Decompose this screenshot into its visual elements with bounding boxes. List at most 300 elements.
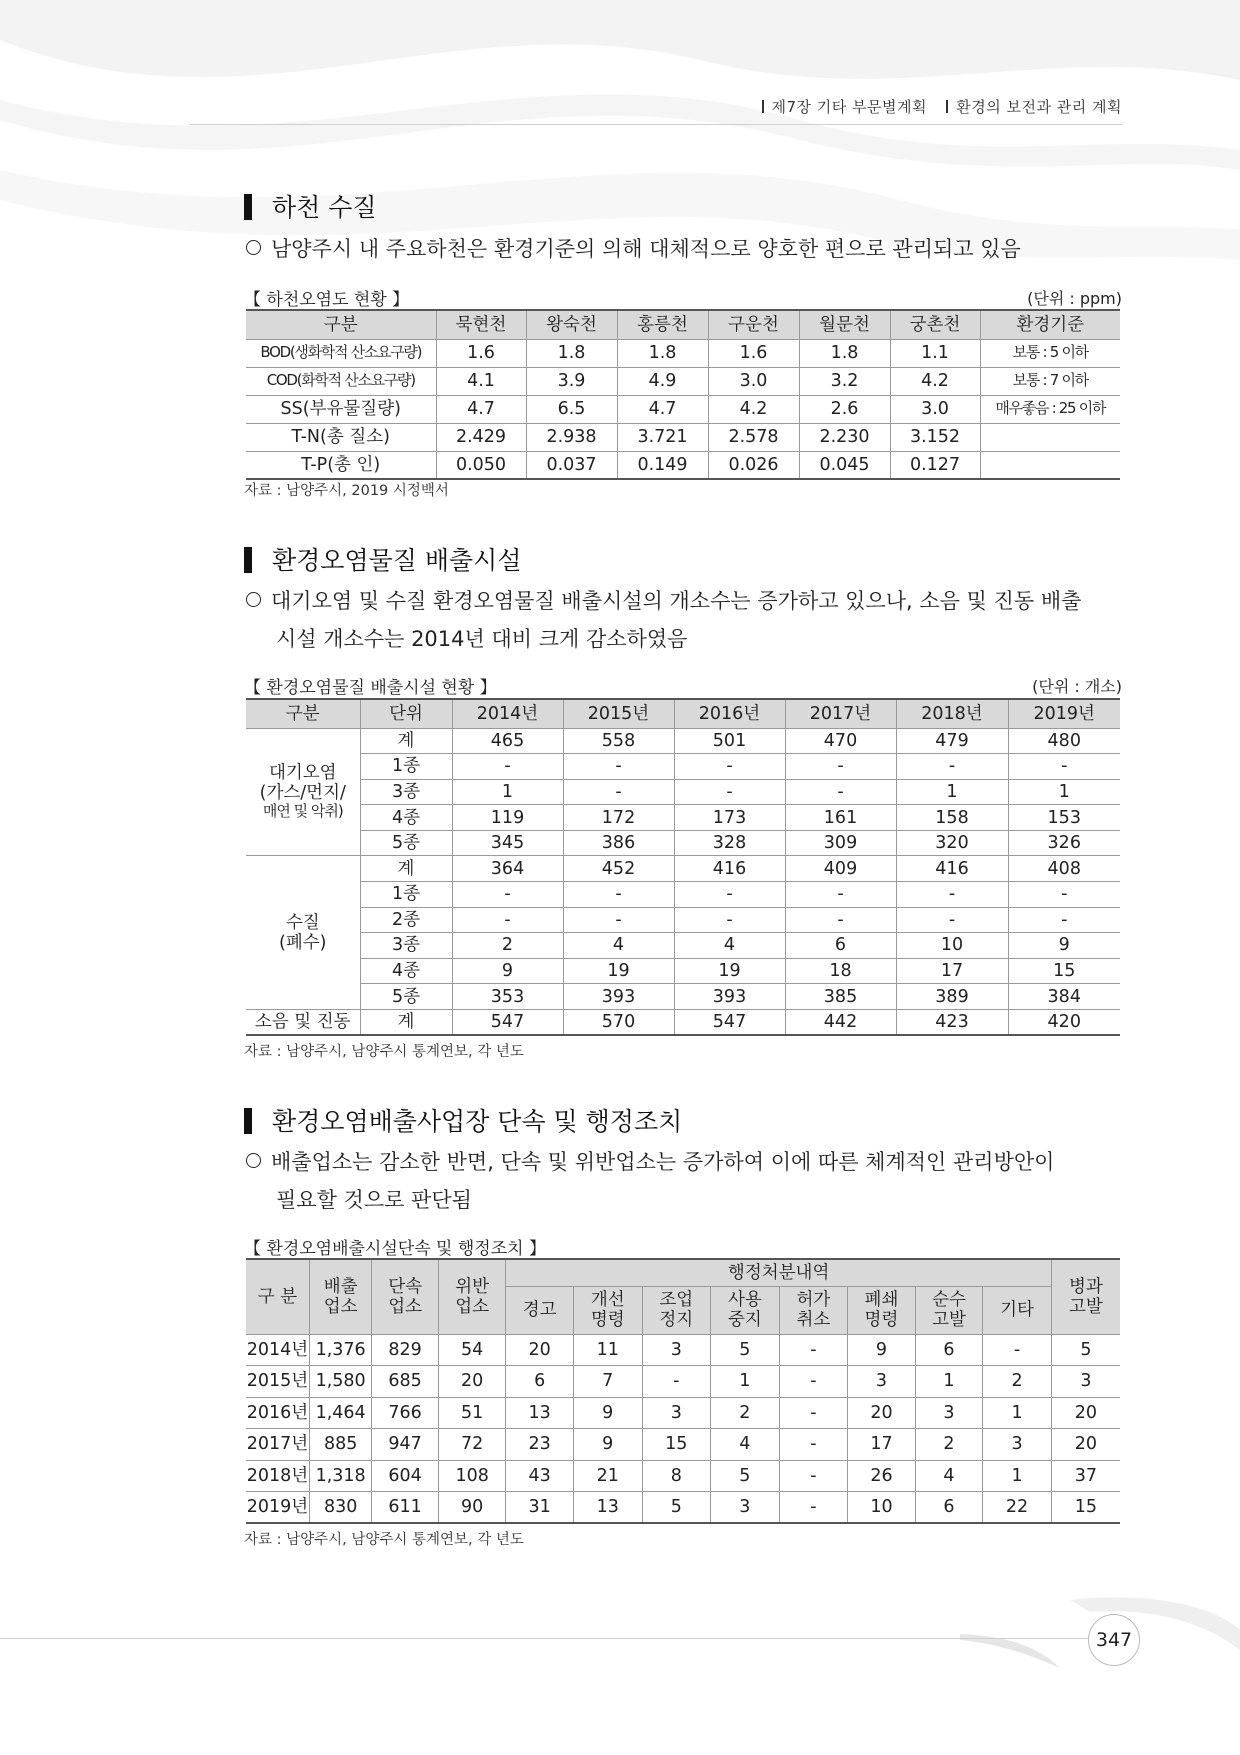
page-number: 347: [1088, 1614, 1140, 1666]
header-line: 명령: [864, 1310, 899, 1330]
cell: 1,464: [309, 1397, 371, 1429]
header-cell: 2018년: [896, 699, 1008, 728]
header-cell: [438, 1259, 506, 1334]
header-cell: [573, 1286, 642, 1334]
group-label-line: (가스/먼지/: [259, 783, 346, 804]
cell: 31: [506, 1492, 574, 1524]
cell: 1: [983, 1397, 1052, 1429]
header-line: 병과: [1069, 1276, 1103, 1297]
header-cell: 2017년: [785, 699, 896, 728]
cell: 0.149: [617, 451, 708, 479]
paragraph-text: 대기오염 및 수질 환경오염물질 배출시설의 개소수는 증가하고 있으나, 소음 및 진동 배출: [271, 589, 1082, 613]
cell: 4.7: [436, 395, 526, 423]
cell: -: [452, 882, 563, 908]
header-section: 환경의 보전과 관리 계획: [956, 98, 1122, 116]
table-row: [246, 1460, 1120, 1492]
header-cell: [372, 1259, 439, 1334]
table-row: [246, 754, 1120, 780]
bullet-circle-icon: [246, 240, 261, 255]
cell: 570: [563, 1010, 674, 1036]
cell: 161: [785, 805, 896, 831]
cell: 547: [452, 1010, 563, 1036]
section-marker: [244, 194, 252, 220]
header-cell: 기타: [983, 1286, 1052, 1334]
cell: 13: [573, 1492, 642, 1524]
unit-cell: 5종: [360, 984, 452, 1010]
unit-cell: 계: [360, 728, 452, 754]
cell: 119: [452, 805, 563, 831]
header-line: 폐쇄: [864, 1289, 899, 1310]
table-row: [246, 856, 1120, 882]
cell: 2: [983, 1366, 1052, 1398]
cell: 9: [573, 1429, 642, 1461]
cell: -: [1008, 754, 1120, 780]
row-label: T-N(총 질소): [246, 423, 436, 451]
cell: 452: [563, 856, 674, 882]
cell: 3: [1051, 1366, 1120, 1398]
footer-rule: [0, 1638, 1095, 1639]
standard-cell: 보통 : 5 이하: [980, 339, 1120, 367]
cell: 5: [711, 1334, 780, 1366]
cell: 4.7: [617, 395, 708, 423]
cell: 20: [506, 1334, 574, 1366]
cell: 1,318: [309, 1460, 371, 1492]
header-cell: [711, 1286, 780, 1334]
unit-cell: 1종: [360, 754, 452, 780]
cell: -: [785, 882, 896, 908]
group-label-line: 매연 및 악취): [262, 802, 343, 821]
cell: 0.037: [526, 451, 617, 479]
cell: 172: [563, 805, 674, 831]
table-row: [246, 451, 1120, 479]
cell: 1.8: [799, 339, 890, 367]
cell: 1: [915, 1366, 983, 1398]
table-row: [246, 779, 1120, 805]
cell: 384: [1008, 984, 1120, 1010]
cell: 501: [674, 728, 785, 754]
cell: 1: [983, 1460, 1052, 1492]
group-label-air: [246, 728, 360, 856]
row-label: BOD(생화학적 산소요구량): [246, 339, 436, 367]
cell: 3.0: [890, 395, 980, 423]
cell: 2: [711, 1397, 780, 1429]
table-row: [246, 958, 1120, 984]
table-row: [246, 1429, 1120, 1461]
cell: 470: [785, 728, 896, 754]
cell: 3: [642, 1397, 711, 1429]
cell: -: [452, 907, 563, 933]
cell: 15: [642, 1429, 711, 1461]
table-header-row: [246, 699, 1120, 728]
cell: 108: [438, 1460, 506, 1492]
header-bar: [762, 100, 764, 113]
cell: 5: [1051, 1334, 1120, 1366]
cell: 4.2: [890, 367, 980, 395]
section-title: [244, 188, 377, 224]
cell: 8: [642, 1460, 711, 1492]
cell: 685: [372, 1366, 439, 1398]
section-marker: [244, 547, 252, 573]
row-label: SS(부유물질량): [246, 395, 436, 423]
cell: 326: [1008, 830, 1120, 856]
emission-facility-table: [246, 698, 1120, 1036]
cell: 353: [452, 984, 563, 1010]
header-cell: [779, 1286, 848, 1334]
cell: 21: [573, 1460, 642, 1492]
header-cell: 월문천: [799, 310, 890, 339]
cell: 2.938: [526, 423, 617, 451]
cell: -: [674, 779, 785, 805]
paragraph-text-continued: 시설 개소수는 2014년 대비 크게 감소하였음: [276, 627, 688, 651]
cell: 5: [642, 1492, 711, 1524]
cell: 1.1: [890, 339, 980, 367]
header-cell: 구 분: [246, 1259, 309, 1334]
row-label: COD(화학적 산소요구량): [246, 367, 436, 395]
cell: 22: [983, 1492, 1052, 1524]
cell: 90: [438, 1492, 506, 1524]
unit-cell: 3종: [360, 779, 452, 805]
cell: 6: [506, 1366, 574, 1398]
header-cell: [642, 1286, 711, 1334]
group-label-water: [246, 856, 360, 1010]
table-unit: (단위 : 개소): [1032, 677, 1122, 696]
cell: 4: [711, 1429, 780, 1461]
cell: 3: [848, 1366, 916, 1398]
table-row: [246, 882, 1120, 908]
cell: 2: [452, 933, 563, 959]
cell: 11: [573, 1334, 642, 1366]
cell: 3.0: [708, 367, 799, 395]
cell: -: [563, 882, 674, 908]
cell: 947: [372, 1429, 439, 1461]
cell: -: [779, 1460, 848, 1492]
cell: 2.6: [799, 395, 890, 423]
cell: 18: [785, 958, 896, 984]
cell: 604: [372, 1460, 439, 1492]
section-title: [244, 541, 521, 577]
cell: 158: [896, 805, 1008, 831]
header-line: 중지: [727, 1310, 762, 1330]
cell: 364: [452, 856, 563, 882]
header-line: 업소: [455, 1296, 490, 1317]
cell: 173: [674, 805, 785, 831]
cell: 20: [1051, 1397, 1120, 1429]
header-cell: 묵현천: [436, 310, 526, 339]
table-caption: 【 하천오염도 현황 】: [244, 290, 410, 310]
cell: 558: [563, 728, 674, 754]
standard-cell: [980, 423, 1120, 451]
standard-cell: [980, 451, 1120, 479]
header-line: 조업: [659, 1289, 694, 1310]
header-line: 취소: [796, 1310, 831, 1330]
cell: -: [779, 1429, 848, 1461]
cell: -: [785, 754, 896, 780]
header-cell: 왕숙천: [526, 310, 617, 339]
year-cell: 2016년: [246, 1397, 309, 1429]
cell: 408: [1008, 856, 1120, 882]
table-row: [246, 423, 1120, 451]
cell: -: [674, 882, 785, 908]
header-cell: 경고: [506, 1286, 574, 1334]
cell: -: [896, 907, 1008, 933]
cell: 409: [785, 856, 896, 882]
cell: 389: [896, 984, 1008, 1010]
header-cell: 궁촌천: [890, 310, 980, 339]
header-line: 업소: [323, 1296, 358, 1317]
cell: -: [642, 1366, 711, 1398]
header-cell: [848, 1286, 916, 1334]
table-row: [246, 1334, 1120, 1366]
cell: 611: [372, 1492, 439, 1524]
cell: 0.026: [708, 451, 799, 479]
header-cell: 2019년: [1008, 699, 1120, 728]
year-cell: 2018년: [246, 1460, 309, 1492]
cell: 17: [896, 958, 1008, 984]
cell: 9: [452, 958, 563, 984]
header-chapter: 제7장 기타 부문별계획: [771, 98, 927, 116]
unit-cell: 5종: [360, 830, 452, 856]
table-row: [246, 367, 1120, 395]
table-row: [246, 805, 1120, 831]
cell: 345: [452, 830, 563, 856]
header-cell: 2015년: [563, 699, 674, 728]
cell: 3.2: [799, 367, 890, 395]
header-line: 개선: [590, 1289, 625, 1310]
cell: -: [674, 754, 785, 780]
cell: 2.230: [799, 423, 890, 451]
cell: 20: [1051, 1429, 1120, 1461]
cell: -: [1008, 907, 1120, 933]
table-row: [246, 1397, 1120, 1429]
section-title-text: 하천 수질: [272, 193, 377, 222]
cell: -: [785, 907, 896, 933]
cell: 3: [711, 1492, 780, 1524]
cell: 480: [1008, 728, 1120, 754]
cell: 465: [452, 728, 563, 754]
paragraph-text: 남양주시 내 주요하천은 환경기준의 의해 대체적으로 양호한 편으로 관리되고 있음: [271, 237, 1021, 261]
cell: 20: [848, 1397, 916, 1429]
cell: 1: [452, 779, 563, 805]
cell: 1: [1008, 779, 1120, 805]
group-label-noise: 소음 및 진동: [246, 1010, 360, 1036]
header-line: 위반: [455, 1276, 490, 1297]
cell: 9: [573, 1397, 642, 1429]
cell: 386: [563, 830, 674, 856]
cell: 9: [1008, 933, 1120, 959]
cell: 1.6: [708, 339, 799, 367]
group-label-line: 수질: [285, 912, 320, 933]
cell: -: [896, 754, 1008, 780]
header-cell: [1051, 1259, 1120, 1334]
cell: 309: [785, 830, 896, 856]
standard-cell: 보통 : 7 이하: [980, 367, 1120, 395]
cell: 547: [674, 1010, 785, 1036]
cell: 3.152: [890, 423, 980, 451]
cell: -: [1008, 882, 1120, 908]
table-row: [246, 395, 1120, 423]
cell: 15: [1051, 1492, 1120, 1524]
unit-cell: 4종: [360, 958, 452, 984]
cell: 442: [785, 1010, 896, 1036]
cell: 6.5: [526, 395, 617, 423]
cell: 1: [711, 1366, 780, 1398]
cell: 3: [983, 1429, 1052, 1461]
cell: 10: [848, 1492, 916, 1524]
cell: 0.127: [890, 451, 980, 479]
section-title: [244, 1102, 682, 1138]
table-header-row: [246, 1259, 1120, 1286]
cell: 2: [915, 1429, 983, 1461]
cell: 4.9: [617, 367, 708, 395]
cell: -: [563, 754, 674, 780]
cell: 4: [674, 933, 785, 959]
header-line: 고발: [932, 1310, 966, 1330]
header-line: 업소: [388, 1296, 423, 1317]
cell: 479: [896, 728, 1008, 754]
running-header: [762, 96, 1123, 117]
unit-cell: 2종: [360, 907, 452, 933]
cell: 3.721: [617, 423, 708, 451]
header-cell: [915, 1286, 983, 1334]
bullet-circle-icon: [246, 592, 261, 607]
year-cell: 2014년: [246, 1334, 309, 1366]
cell: -: [779, 1334, 848, 1366]
header-cell: 구분: [246, 310, 436, 339]
cell: 0.050: [436, 451, 526, 479]
enforcement-table: [246, 1258, 1120, 1524]
table-row: [246, 907, 1120, 933]
cell: 72: [438, 1429, 506, 1461]
cell: 1.8: [617, 339, 708, 367]
cell: 423: [896, 1010, 1008, 1036]
cell: 420: [1008, 1010, 1120, 1036]
header-cell: 2016년: [674, 699, 785, 728]
table-row: [246, 830, 1120, 856]
cell: 328: [674, 830, 785, 856]
footer-wave-decoration: [0, 1590, 1240, 1670]
cell: 393: [674, 984, 785, 1010]
paragraph: [246, 230, 1126, 268]
cell: 20: [438, 1366, 506, 1398]
cell: 4: [915, 1460, 983, 1492]
bullet-circle-icon: [246, 1153, 261, 1168]
table-source: 자료 : 남양주시, 남양주시 통계연보, 각 년도: [244, 1044, 524, 1060]
table-row: [246, 1366, 1120, 1398]
header-line: 단속: [388, 1276, 423, 1297]
cell: 885: [309, 1429, 371, 1461]
cell: 4.2: [708, 395, 799, 423]
paragraph-text: 배출업소는 감소한 반면, 단속 및 위반업소는 증가하여 이에 따른 체계적인 관리방안이: [271, 1150, 1055, 1174]
cell: 1.8: [526, 339, 617, 367]
table-row: [246, 728, 1120, 754]
cell: 153: [1008, 805, 1120, 831]
cell: -: [674, 907, 785, 933]
group-label-line: 대기오염: [268, 763, 337, 784]
table-caption: 【 환경오염물질 배출시설 현황 】: [244, 678, 497, 698]
cell: 4.1: [436, 367, 526, 395]
cell: 6: [915, 1334, 983, 1366]
cell: -: [452, 754, 563, 780]
year-cell: 2015년: [246, 1366, 309, 1398]
cell: 2.578: [708, 423, 799, 451]
cell: 23: [506, 1429, 574, 1461]
cell: 7: [573, 1366, 642, 1398]
cell: 54: [438, 1334, 506, 1366]
cell: 37: [1051, 1460, 1120, 1492]
cell: 393: [563, 984, 674, 1010]
paragraph: [246, 582, 1126, 658]
table-row: [246, 984, 1120, 1010]
cell: 416: [674, 856, 785, 882]
section-title-text: 환경오염물질 배출시설: [272, 546, 522, 575]
cell: 43: [506, 1460, 574, 1492]
standard-cell: 매우좋음 : 25 이하: [980, 395, 1120, 423]
cell: -: [779, 1492, 848, 1524]
header-rule: [190, 124, 1122, 125]
cell: 320: [896, 830, 1008, 856]
cell: 10: [896, 933, 1008, 959]
paragraph-text-continued: 필요할 것으로 판단됨: [276, 1188, 472, 1212]
cell: -: [983, 1334, 1052, 1366]
cell: -: [785, 779, 896, 805]
cell: 13: [506, 1397, 574, 1429]
cell: 1,376: [309, 1334, 371, 1366]
header-cell: 홍릉천: [617, 310, 708, 339]
header-cell: 구운천: [708, 310, 799, 339]
cell: 1.6: [436, 339, 526, 367]
paragraph: [246, 1143, 1126, 1219]
cell: -: [563, 907, 674, 933]
cell: -: [896, 882, 1008, 908]
cell: 829: [372, 1334, 439, 1366]
cell: 15: [1008, 958, 1120, 984]
section-title-text: 환경오염배출사업장 단속 및 행정조치: [272, 1107, 683, 1136]
river-pollution-table: [246, 309, 1120, 480]
header-line: 순수: [932, 1289, 966, 1310]
header-cell: [309, 1259, 371, 1334]
cell: 17: [848, 1429, 916, 1461]
table-source: 자료 : 남양주시, 남양주시 통계연보, 각 년도: [244, 1532, 524, 1548]
year-cell: 2019년: [246, 1492, 309, 1524]
unit-cell: 계: [360, 856, 452, 882]
header-line: 허가: [796, 1289, 831, 1310]
table-row: [246, 339, 1120, 367]
table-row: [246, 933, 1120, 959]
header-line: 사용: [727, 1289, 762, 1310]
header-line: 명령: [590, 1310, 625, 1330]
header-cell: 행정처분내역: [506, 1259, 1051, 1286]
cell: 3.9: [526, 367, 617, 395]
cell: 6: [915, 1492, 983, 1524]
cell: 830: [309, 1492, 371, 1524]
group-label-line: (폐수): [279, 932, 327, 953]
cell: 9: [848, 1334, 916, 1366]
cell: 2.429: [436, 423, 526, 451]
table-row: [246, 1492, 1120, 1524]
header-bar: [946, 100, 948, 113]
unit-cell: 계: [360, 1010, 452, 1036]
cell: 385: [785, 984, 896, 1010]
cell: -: [779, 1397, 848, 1429]
cell: 5: [711, 1460, 780, 1492]
cell: 1,580: [309, 1366, 371, 1398]
header-cell: 구분: [246, 699, 360, 728]
header-line: 고발: [1069, 1296, 1103, 1317]
year-cell: 2017년: [246, 1429, 309, 1461]
header-cell: 환경기준: [980, 310, 1120, 339]
cell: 3: [915, 1397, 983, 1429]
table-header-row: [246, 310, 1120, 339]
